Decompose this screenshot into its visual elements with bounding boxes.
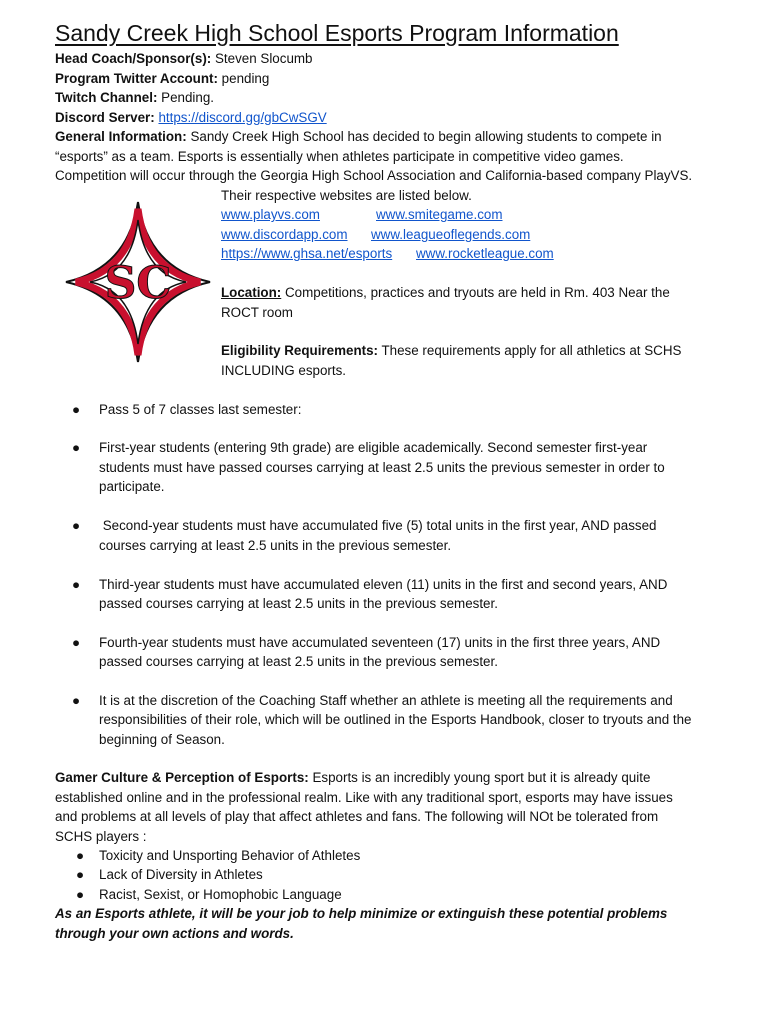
requirement-6-line-2: responsibilities of their role, which will be outlined in the Esports Handbook, closer to tryouts and the (99, 712, 692, 727)
school-logo (62, 198, 214, 366)
culture-text-2: established online and in the professional realm. Like with any traditional sport, esports may have issues (55, 789, 673, 805)
requirement-item-4 (99, 575, 719, 614)
culture-text-1: Esports is an incredibly young sport but it is already quite (312, 770, 651, 785)
requirement-item-2 (99, 438, 719, 497)
coach-value: Steven Slocumb (214, 51, 313, 66)
bullet-icon: ● (72, 401, 81, 417)
website-link-rocketleague[interactable]: www.rocketleague.com (416, 246, 554, 261)
requirement-3-line-2: courses carrying at least 2.5 units in the previous semester. (99, 537, 452, 553)
requirement-6-line-1: It is at the discretion of the Coaching Staff whether an athlete is meeting all the requirements and (99, 692, 673, 708)
twitch-label: Twitch Channel: (55, 90, 158, 105)
location-text-2: ROCT room (221, 304, 293, 320)
location-label: Location: (221, 285, 282, 300)
culture-text-3: and problems at all levels of play that affect athletes and fans. The following will NOt be tolerated from (55, 809, 659, 824)
requirement-item-1 (99, 400, 719, 420)
general-info-text-2: “esports” as a team. Esports is essentially when athletes participate in competitive video games. (55, 148, 624, 164)
general-info-text-3: Competition will occur through the Georgia High School Association and California-based company PlayVS. (55, 168, 693, 183)
requirement-2-line-1: First-year students (entering 9th grade) are eligible academically. Second semester first-year (99, 440, 648, 455)
culture-text-4: SCHS players : (55, 828, 147, 844)
school-logo-graphic (62, 198, 214, 366)
website-link-discord[interactable]: www.discordapp.com (221, 226, 348, 242)
bullet-icon: ● (76, 848, 85, 863)
requirement-4-line-2: passed courses carrying at least 2.5 units in the previous semester. (99, 596, 498, 611)
general-info-text-4: Their respective websites are listed below. (221, 187, 472, 203)
requirement-item-5 (99, 633, 719, 672)
location-text-1: Competitions, practices and tryouts are held in Rm. 403 Near the (285, 285, 670, 300)
bullet-icon: ● (76, 886, 85, 902)
requirement-item-3 (99, 516, 719, 555)
requirement-6-line-3: beginning of Season. (99, 731, 225, 747)
website-link-smite-wrap (376, 205, 503, 225)
website-row-1 (221, 205, 320, 225)
discord-label: Discord Server: (55, 109, 155, 125)
coach-label: Head Coach/Sponsor(s): (55, 51, 212, 66)
requirement-4-line-1: Third-year students must have accumulated eleven (11) units in the first and second years, AND (99, 576, 668, 592)
culture-item-1: Toxicity and Unsporting Behavior of Athletes (99, 848, 361, 863)
location-line-1 (221, 283, 670, 303)
website-link-ghsa[interactable]: https://www.ghsa.net/esports (221, 246, 393, 261)
bullet-icon: ● (72, 576, 81, 592)
eligibility-line-1 (221, 341, 681, 361)
requirement-2-line-3: participate. (99, 479, 165, 494)
twitch-line (55, 88, 214, 108)
twitter-label: Program Twitter Account: (55, 70, 218, 86)
bullet-icon: ● (72, 440, 81, 455)
bullet-icon: ● (72, 518, 81, 533)
general-info-line-1 (55, 127, 662, 147)
requirement-1-line-1: Pass 5 of 7 classes last semester: (99, 401, 302, 417)
general-info-text-1: Sandy Creek High School has decided to begin allowing students to compete in (190, 129, 662, 144)
eligibility-text-1: These requirements apply for all athletics at SCHS (381, 343, 682, 358)
culture-label: Gamer Culture & Perception of Esports: (55, 770, 309, 785)
requirement-item-6 (99, 691, 719, 750)
website-link-lol-wrap (371, 225, 530, 245)
website-link-rl-wrap (416, 244, 554, 264)
requirement-3-line-1: Second-year students must have accumulated five (5) total units in the first year, AND passed (99, 518, 657, 533)
bullet-icon: ● (72, 692, 81, 708)
requirement-2-line-2: students must have passed courses carrying at least 2.5 units the previous semester in order to (99, 459, 665, 475)
website-row-2 (221, 225, 348, 245)
culture-item-3: Racist, Sexist, or Homophobic Language (99, 886, 342, 902)
website-link-playvs[interactable]: www.playvs.com (221, 207, 320, 222)
website-row-3 (221, 244, 392, 264)
logo-letters: SC (104, 258, 172, 309)
closing-line-2: through your own actions and words. (55, 925, 294, 941)
requirement-5-line-2: passed courses carrying at least 2.5 units in the previous semester. (99, 654, 498, 669)
eligibility-text-2: INCLUDING esports. (221, 362, 347, 378)
bullet-icon: ● (72, 634, 81, 650)
closing-line-1: As an Esports athlete, it will be your job to help minimize or extinguish these potential problems (55, 906, 668, 921)
general-info-label: General Information: (55, 129, 187, 144)
coach-line (55, 49, 313, 69)
twitter-line (55, 69, 269, 89)
eligibility-label: Eligibility Requirements: (221, 343, 378, 358)
discord-line (55, 108, 327, 128)
website-link-league[interactable]: www.leagueoflegends.com (371, 226, 531, 242)
twitch-value: Pending. (161, 90, 215, 105)
culture-item-2: Lack of Diversity in Athletes (99, 867, 263, 882)
requirement-5-line-1: Fourth-year students must have accumulated seventeen (17) units in the first three years, AND (99, 634, 661, 650)
twitter-value: pending (221, 70, 270, 86)
discord-link[interactable]: https://discord.gg/gbCwSGV (158, 109, 327, 125)
bullet-icon: ● (76, 867, 85, 882)
culture-line-1 (55, 768, 650, 788)
page-title: Sandy Creek High School Esports Program Information (55, 20, 619, 46)
website-link-smite[interactable]: www.smitegame.com (376, 207, 503, 222)
